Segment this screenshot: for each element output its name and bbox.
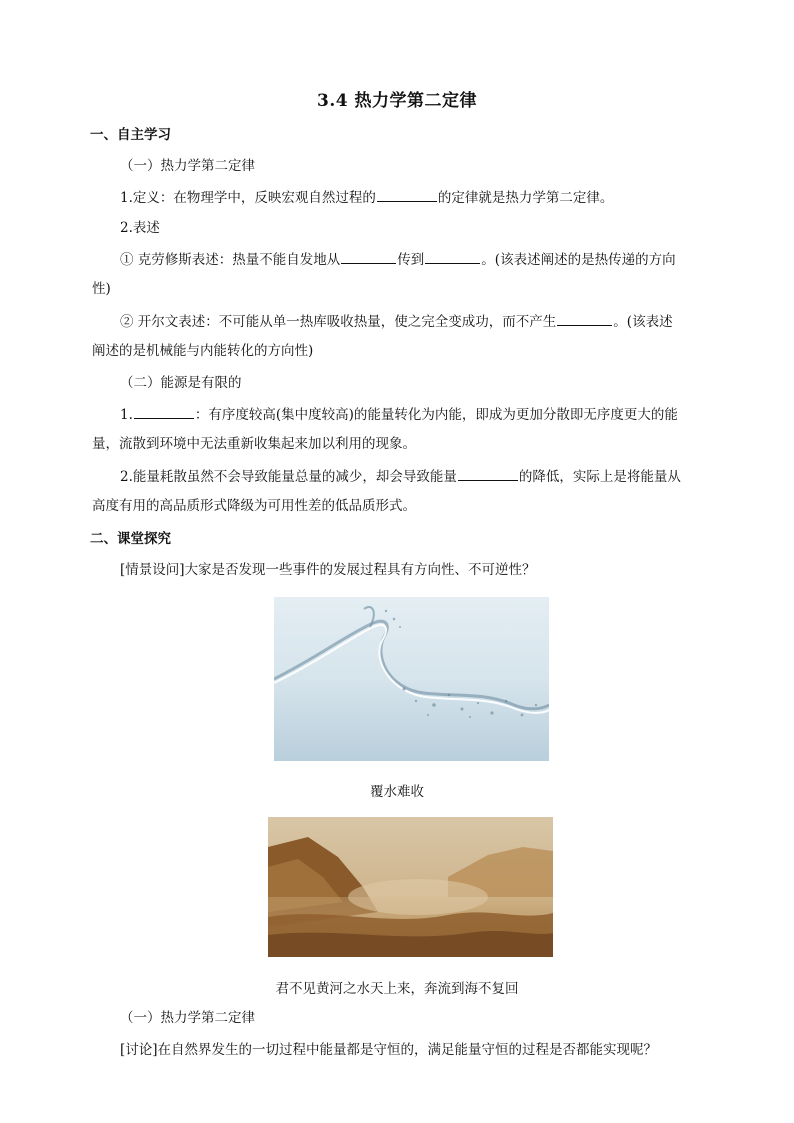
statement-label: 2.表述 xyxy=(120,220,160,236)
clausius-text-mid: 传到 xyxy=(397,252,425,268)
kelvin-text: ② 开尔文表述：不可能从单一热库吸收热量，使之完全变成功，而不产生 xyxy=(120,314,557,330)
section1-heading: 一、自主学习 xyxy=(90,127,171,143)
dissipation-line-wrap: 量，流散到环境中无法重新收集起来加以利用的现象。 xyxy=(92,436,416,452)
kelvin-text-end: 。(该表述 xyxy=(613,314,673,330)
clausius-text-end: 。(该表述阐述的是热传递的方向 xyxy=(481,252,676,268)
discussion-question: [讨论]在自然界发生的一切过程中能量都是守恒的，满足能量守恒的过程是否都能实现呢？ xyxy=(120,1042,658,1058)
yellow-river-photo xyxy=(268,817,553,957)
dissipation-number: 1. xyxy=(120,407,133,423)
definition-text: 1.定义：在物理学中，反映宏观自然过程的 xyxy=(120,190,376,206)
answer-blank[interactable] xyxy=(458,466,518,481)
quality-line-wrap: 高度有用的高品质形式降级为可用性差的低品质形式。 xyxy=(92,498,416,514)
answer-blank[interactable] xyxy=(134,404,194,419)
definition-text-end: 的定律就是热力学第二定律。 xyxy=(437,190,614,206)
photo-caption-yellow-river: 君不见黄河之水天上来，奔流到海不复回 xyxy=(275,981,519,997)
answer-blank[interactable] xyxy=(557,311,612,326)
clausius-text: ① 克劳修斯表述：热量不能自发地从 xyxy=(120,252,341,268)
quality-text: 2.能量耗散虽然不会导致能量总量的减少，却会导致能量 xyxy=(120,469,457,485)
photo-caption-spilled-water: 覆水难收 xyxy=(370,784,424,800)
sub-heading-second-law-2: （一）热力学第二定律 xyxy=(120,1010,255,1026)
answer-blank[interactable] xyxy=(425,249,480,264)
clausius-line xyxy=(120,249,676,270)
answer-blank[interactable] xyxy=(341,249,396,264)
quality-line xyxy=(120,466,681,487)
quality-text-end: 的降低，实际上是将能量从 xyxy=(518,469,681,485)
kelvin-line xyxy=(120,311,673,332)
sub-heading-energy: （二）能源是有限的 xyxy=(120,375,242,391)
spilled-water-photo xyxy=(274,597,549,761)
sub-heading-second-law: （一）热力学第二定律 xyxy=(120,158,255,174)
section2-heading: 二、课堂探究 xyxy=(90,531,171,547)
dissipation-text: ：有序度较高(集中度较高)的能量转化为内能，即成为更加分散即无序度更大的能 xyxy=(194,407,678,423)
definition-line xyxy=(120,187,613,208)
clausius-line-wrap: 性) xyxy=(92,281,111,297)
page-title: 3.4 热力学第二定律 xyxy=(317,91,477,111)
kelvin-line-wrap: 阐述的是机械能与内能转化的方向性) xyxy=(92,343,314,359)
dissipation-line xyxy=(120,404,678,425)
scene-question: [情景设问]大家是否发现一些事件的发展过程具有方向性、不可逆性？ xyxy=(120,562,536,578)
answer-blank[interactable] xyxy=(377,187,437,202)
